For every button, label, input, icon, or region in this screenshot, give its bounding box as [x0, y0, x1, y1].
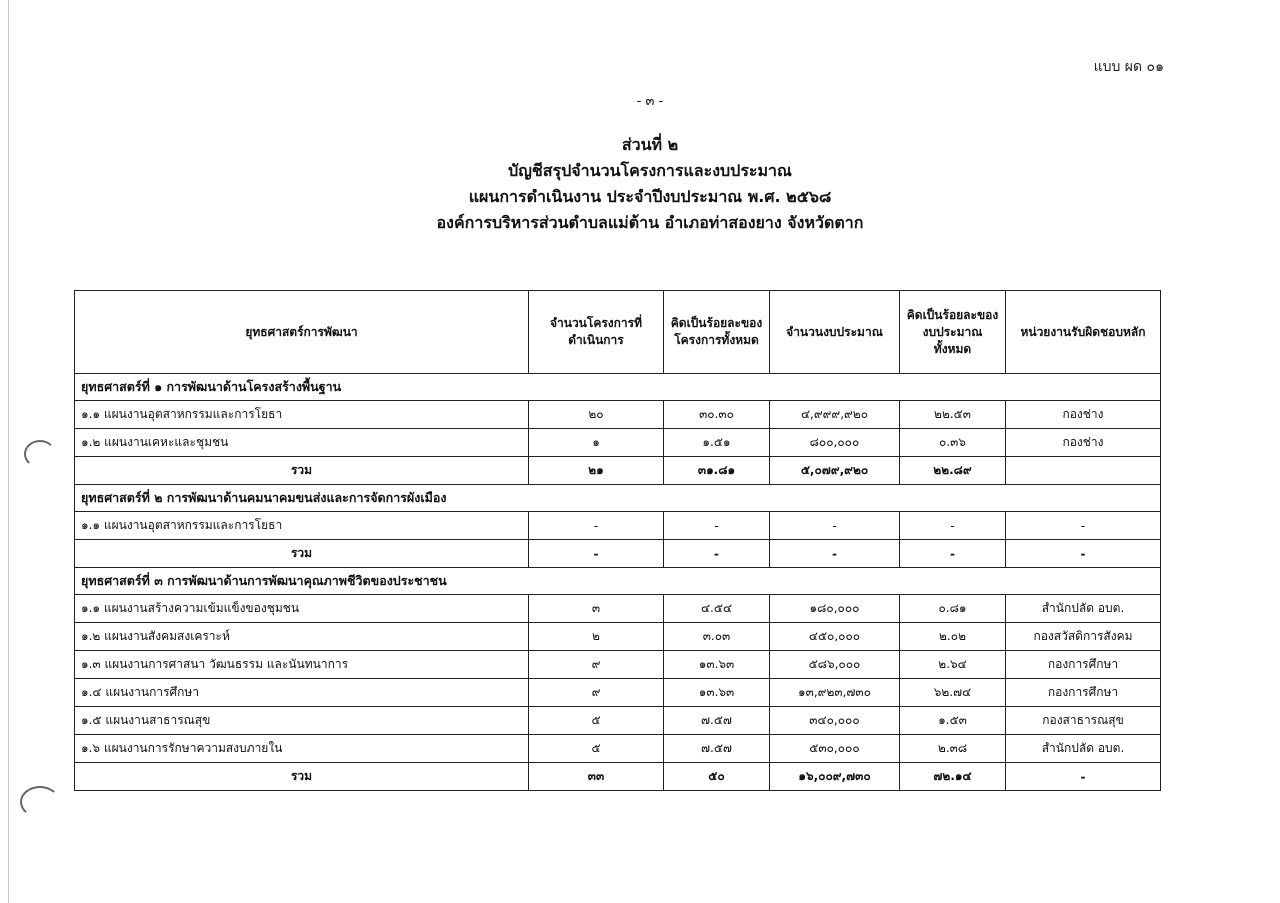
table-row: [75, 651, 1161, 679]
budget-percent: ๑.๕๓: [900, 707, 1006, 735]
budget-percent: ๒๒.๕๓: [900, 401, 1006, 429]
total-responsible-unit: -: [1006, 763, 1161, 791]
total-label: รวม: [75, 457, 529, 485]
plan-name: ๑.๕ แผนงานสาธารณสุข: [75, 707, 529, 735]
table-row: [75, 735, 1161, 763]
total-row: [75, 540, 1161, 568]
plan-name: ๑.๑ แผนงานอุตสาหกรรมและการโยธา: [75, 512, 529, 540]
section-title: ยุทธศาสตร์ที่ ๓ การพัฒนาด้านการพัฒนาคุณภาพชีวิตของประชาชน: [75, 568, 1161, 595]
budget-amount: ๓๔๐,๐๐๐: [770, 707, 900, 735]
total-project-percent: ๓๑.๘๑: [664, 457, 770, 485]
table-row: [75, 401, 1161, 429]
table-header-row: [75, 291, 1161, 374]
plan-name: ๑.๔ แผนงานการศึกษา: [75, 679, 529, 707]
total-project-count: ๓๓: [529, 763, 664, 791]
document-title: [0, 132, 1280, 236]
responsible-unit: กองการศึกษา: [1006, 679, 1161, 707]
section-heading: ส่วนที่ ๒: [621, 135, 679, 154]
section-row: [75, 568, 1161, 595]
total-budget-amount: -: [770, 540, 900, 568]
project-count: ๓: [529, 595, 664, 623]
total-budget-percent: -: [900, 540, 1006, 568]
total-project-percent: ๕๐: [664, 763, 770, 791]
table-row: [75, 623, 1161, 651]
responsible-unit: -: [1006, 512, 1161, 540]
responsible-unit: กองสวัสดิการสังคม: [1006, 623, 1161, 651]
budget-percent: ๐.๓๖: [900, 429, 1006, 457]
responsible-unit: กองสาธารณสุข: [1006, 707, 1161, 735]
col-header-budget: จำนวนงบประมาณ: [770, 291, 900, 374]
project-count: ๙: [529, 651, 664, 679]
project-count: ๕: [529, 707, 664, 735]
form-code: แบบ ผด ๐๑: [1093, 59, 1164, 75]
budget-amount: ๕๓๐,๐๐๐: [770, 735, 900, 763]
section-title: ยุทธศาสตร์ที่ ๒ การพัฒนาด้านคมนาคมขนส่งและการจัดการผังเมือง: [75, 485, 1161, 512]
project-percent: ๑๓.๖๓: [664, 679, 770, 707]
section-row: [75, 485, 1161, 512]
total-responsible-unit: -: [1006, 540, 1161, 568]
project-percent: ๔.๕๔: [664, 595, 770, 623]
total-project-percent: -: [664, 540, 770, 568]
budget-amount: -: [770, 512, 900, 540]
total-label: รวม: [75, 763, 529, 791]
project-count: ๒๐: [529, 401, 664, 429]
total-budget-percent: ๒๒.๘๙: [900, 457, 1006, 485]
project-percent: ๑.๕๑: [664, 429, 770, 457]
budget-percent: ๒.๖๔: [900, 651, 1006, 679]
project-percent: ๗.๕๗: [664, 707, 770, 735]
total-project-count: ๒๑: [529, 457, 664, 485]
col-header-budget-percent: คิดเป็นร้อยละของงบประมาณทั้งหมด: [900, 291, 1006, 374]
document-subject: บัญชีสรุปจำนวนโครงการและงบประมาณ: [508, 161, 792, 180]
plan-name: ๑.๖ แผนงานการรักษาความสงบภายใน: [75, 735, 529, 763]
col-header-strategy: ยุทธศาสตร์การพัฒนา: [75, 291, 529, 374]
plan-name: ๑.๓ แผนงานการศาสนา วัฒนธรรม และนันทนาการ: [75, 651, 529, 679]
project-count: ๒: [529, 623, 664, 651]
total-budget-percent: ๗๒.๑๔: [900, 763, 1006, 791]
project-percent: ๑๓.๖๓: [664, 651, 770, 679]
project-percent: -: [664, 512, 770, 540]
responsible-unit: สำนักปลัด อบต.: [1006, 735, 1161, 763]
project-percent: ๓.๐๓: [664, 623, 770, 651]
project-count: -: [529, 512, 664, 540]
project-percent: ๓๐.๓๐: [664, 401, 770, 429]
budget-percent: ๒.๓๘: [900, 735, 1006, 763]
plan-name: ๑.๑ แผนงานอุตสาหกรรมและการโยธา: [75, 401, 529, 429]
summary-table: [74, 290, 1161, 791]
budget-amount: ๑๓,๙๒๓,๗๓๐: [770, 679, 900, 707]
total-row: [75, 763, 1161, 791]
binder-hole-mark: [24, 440, 56, 468]
plan-name: ๑.๒ แผนงานเคหะและชุมชน: [75, 429, 529, 457]
project-percent: ๗.๕๗: [664, 735, 770, 763]
plan-name: ๑.๒ แผนงานสังคมสงเคราะห์: [75, 623, 529, 651]
budget-percent: ๖๒.๗๔: [900, 679, 1006, 707]
table-row: [75, 595, 1161, 623]
page-number: - ๓ -: [636, 94, 664, 109]
total-budget-amount: ๑๖,๐๐๙,๗๓๐: [770, 763, 900, 791]
col-header-project-percent: คิดเป็นร้อยละของโครงการทั้งหมด: [664, 291, 770, 374]
responsible-unit: กองช่าง: [1006, 429, 1161, 457]
budget-percent: ๒.๐๒: [900, 623, 1006, 651]
table-row: [75, 679, 1161, 707]
budget-amount: ๕๘๖,๐๐๐: [770, 651, 900, 679]
responsible-unit: กองการศึกษา: [1006, 651, 1161, 679]
total-row: [75, 457, 1161, 485]
organization-name: องค์การบริหารส่วนตำบลแม่ต้าน อำเภอท่าสองยาง จังหวัดตาก: [436, 213, 864, 232]
plan-fiscal-year: แผนการดำเนินงาน ประจำปีงบประมาณ พ.ศ. ๒๕๖๘: [468, 187, 832, 206]
col-header-responsible-unit: หน่วยงานรับผิดชอบหลัก: [1006, 291, 1161, 374]
table-row: [75, 512, 1161, 540]
budget-amount: ๑๘๐,๐๐๐: [770, 595, 900, 623]
table-row: [75, 429, 1161, 457]
responsible-unit: สำนักปลัด อบต.: [1006, 595, 1161, 623]
budget-percent: -: [900, 512, 1006, 540]
budget-amount: ๔๕๐,๐๐๐: [770, 623, 900, 651]
section-title: ยุทธศาสตร์ที่ ๑ การพัฒนาด้านโครงสร้างพื้นฐาน: [75, 374, 1161, 401]
total-label: รวม: [75, 540, 529, 568]
binder-hole-mark: [20, 786, 60, 818]
plan-name: ๑.๑ แผนงานสร้างความเข้มแข็งของชุมชน: [75, 595, 529, 623]
total-budget-amount: ๕,๐๗๙,๙๒๐: [770, 457, 900, 485]
project-count: ๕: [529, 735, 664, 763]
col-header-project-count: จำนวนโครงการที่ดำเนินการ: [529, 291, 664, 374]
total-responsible-unit: [1006, 457, 1161, 485]
total-project-count: -: [529, 540, 664, 568]
budget-amount: ๘๐๐,๐๐๐: [770, 429, 900, 457]
budget-percent: ๐.๘๑: [900, 595, 1006, 623]
responsible-unit: กองช่าง: [1006, 401, 1161, 429]
project-count: ๑: [529, 429, 664, 457]
budget-amount: ๔,๙๙๙,๙๒๐: [770, 401, 900, 429]
project-count: ๙: [529, 679, 664, 707]
section-row: [75, 374, 1161, 401]
table-row: [75, 707, 1161, 735]
